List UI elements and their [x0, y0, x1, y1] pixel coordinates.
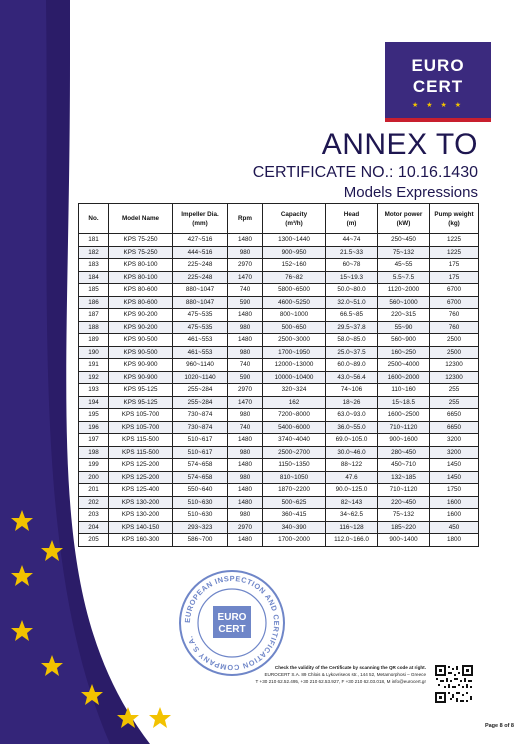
- column-header: Motor power (kW): [378, 204, 430, 234]
- table-cell: 1600~2500: [378, 409, 430, 422]
- table-cell: KPS 90-500: [109, 346, 173, 359]
- eurocert-stamp: [177, 568, 287, 678]
- table-cell: KPS 90-200: [109, 321, 173, 334]
- table-cell: KPS 115-500: [109, 446, 173, 459]
- table-cell: 1480: [228, 534, 263, 547]
- table-cell: KPS 75-250: [109, 246, 173, 259]
- table-cell: 112.0~166.0: [326, 534, 378, 547]
- table-row: [79, 521, 479, 534]
- table-cell: KPS 75-250: [109, 234, 173, 247]
- company-address: EUROCERT S.A. 89 Chlois & Lykovriseos str., 144 52, Metamorphosi – Greece: [264, 672, 426, 677]
- stamp-center2: CERT: [218, 624, 246, 635]
- table-cell: 25.0~37.5: [326, 346, 378, 359]
- table-cell: 225~248: [173, 271, 228, 284]
- table-cell: 1480: [228, 484, 263, 497]
- table-cell: 1700~2000: [263, 534, 326, 547]
- table-cell: 63.0~93.0: [326, 409, 378, 422]
- column-header: Impeller Dia. (mm): [173, 204, 228, 234]
- stamp-ring-text: EUROPEAN INSPECTION AND CERTIFICATION COMPANY S.A.: [182, 573, 282, 673]
- table-cell: 980: [228, 346, 263, 359]
- table-cell: 29.5~37.8: [326, 321, 378, 334]
- table-row: [79, 371, 479, 384]
- table-cell: 255~284: [173, 384, 228, 397]
- table-cell: 3200: [430, 446, 479, 459]
- table-cell: 200: [79, 471, 109, 484]
- table-cell: 730~874: [173, 421, 228, 434]
- models-subtitle: Models Expressions: [343, 184, 478, 201]
- logo-line1: EURO: [411, 56, 465, 75]
- table-cell: 2970: [228, 521, 263, 534]
- table-cell: 199: [79, 459, 109, 472]
- table-cell: 740: [228, 284, 263, 297]
- table-cell: 58.0~85.0: [326, 334, 378, 347]
- table-cell: 574~658: [173, 459, 228, 472]
- column-header: Pump weight (kg): [430, 204, 479, 234]
- table-cell: 1020~1140: [173, 371, 228, 384]
- table-cell: KPS 90-900: [109, 359, 173, 372]
- table-cell: 475~535: [173, 321, 228, 334]
- table-row: [79, 246, 479, 259]
- table-cell: 2500~3000: [263, 334, 326, 347]
- table-cell: 76~82: [263, 271, 326, 284]
- table-cell: 280~450: [378, 446, 430, 459]
- table-cell: KPS 80-100: [109, 259, 173, 272]
- table-cell: 1480: [228, 234, 263, 247]
- table-cell: KPS 105-700: [109, 409, 173, 422]
- table-cell: 160~250: [378, 346, 430, 359]
- table-cell: 191: [79, 359, 109, 372]
- table-row: [79, 346, 479, 359]
- table-cell: 15~19.3: [326, 271, 378, 284]
- table-cell: 293~323: [173, 521, 228, 534]
- table-row: [79, 271, 479, 284]
- table-cell: 510~617: [173, 434, 228, 447]
- table-cell: KPS 90-500: [109, 334, 173, 347]
- table-cell: 34~62.5: [326, 509, 378, 522]
- table-row: [79, 459, 479, 472]
- table-cell: 444~516: [173, 246, 228, 259]
- table-cell: 132~185: [378, 471, 430, 484]
- table-cell: 1700~1950: [263, 346, 326, 359]
- table-row: [79, 296, 479, 309]
- table-cell: KPS 125-400: [109, 484, 173, 497]
- table-cell: 800~1000: [263, 309, 326, 322]
- table-cell: 500~650: [263, 321, 326, 334]
- certificate-number: CERTIFICATE NO.: 10.16.1430: [252, 164, 478, 181]
- table-cell: 710~1120: [378, 421, 430, 434]
- table-cell: 880~1047: [173, 296, 228, 309]
- table-cell: 2970: [228, 384, 263, 397]
- table-cell: 740: [228, 421, 263, 434]
- table-cell: 960~1140: [173, 359, 228, 372]
- table-cell: 6700: [430, 296, 479, 309]
- table-cell: 18~26: [326, 396, 378, 409]
- table-cell: 740: [228, 359, 263, 372]
- table-row: [79, 384, 479, 397]
- table-cell: 21.5~33: [326, 246, 378, 259]
- table-cell: 1225: [430, 246, 479, 259]
- logo-line2: CERT: [412, 77, 464, 96]
- table-cell: 427~516: [173, 234, 228, 247]
- table-cell: 1470: [228, 271, 263, 284]
- table-cell: 560~1000: [378, 296, 430, 309]
- table-cell: 82~143: [326, 496, 378, 509]
- table-cell: 760: [430, 309, 479, 322]
- table-cell: 1470: [228, 396, 263, 409]
- table-row: [79, 234, 479, 247]
- table-cell: 500~625: [263, 496, 326, 509]
- table-cell: 195: [79, 409, 109, 422]
- table-cell: 12000~13000: [263, 359, 326, 372]
- table-cell: 880~1047: [173, 284, 228, 297]
- table-cell: 194: [79, 396, 109, 409]
- table-cell: KPS 95-125: [109, 396, 173, 409]
- table-cell: 1480: [228, 434, 263, 447]
- table-cell: KPS 90-900: [109, 371, 173, 384]
- table-cell: 1800: [430, 534, 479, 547]
- table-cell: 204: [79, 521, 109, 534]
- company-contacts: T +30 210 62.52.495, +30 210 62.53.927, F +30 210 62.03.018, M info@eurocert.gr: [255, 679, 426, 684]
- column-header: Capacity (m³/h): [263, 204, 326, 234]
- table-cell: 2500: [430, 346, 479, 359]
- table-cell: 185: [79, 284, 109, 297]
- column-header: Head (m): [326, 204, 378, 234]
- table-cell: 2970: [228, 259, 263, 272]
- table-cell: 10000~10400: [263, 371, 326, 384]
- table-cell: KPS 115-500: [109, 434, 173, 447]
- table-cell: 45~55: [378, 259, 430, 272]
- table-cell: KPS 130-200: [109, 509, 173, 522]
- table-cell: 255: [430, 396, 479, 409]
- table-cell: 12300: [430, 371, 479, 384]
- table-row: [79, 396, 479, 409]
- table-cell: KPS 80-600: [109, 284, 173, 297]
- table-cell: 6700: [430, 284, 479, 297]
- table-cell: 110~160: [378, 384, 430, 397]
- table-cell: 980: [228, 509, 263, 522]
- table-cell: KPS 80-600: [109, 296, 173, 309]
- table-cell: 574~658: [173, 471, 228, 484]
- table-cell: 220~450: [378, 496, 430, 509]
- table-cell: 75~132: [378, 246, 430, 259]
- table-cell: KPS 80-100: [109, 271, 173, 284]
- table-cell: 15~18.5: [378, 396, 430, 409]
- table-cell: 590: [228, 296, 263, 309]
- table-cell: 201: [79, 484, 109, 497]
- table-cell: 3200: [430, 434, 479, 447]
- table-cell: 900~1600: [378, 434, 430, 447]
- table-cell: 900~1400: [378, 534, 430, 547]
- table-cell: 192: [79, 371, 109, 384]
- page-number: Page 8 of 8: [484, 723, 514, 729]
- table-cell: 320~324: [263, 384, 326, 397]
- table-cell: 980: [228, 321, 263, 334]
- table-cell: KPS 125-200: [109, 471, 173, 484]
- table-cell: 340~390: [263, 521, 326, 534]
- table-cell: 44~74: [326, 234, 378, 247]
- table-cell: 90.0~125.0: [326, 484, 378, 497]
- table-cell: 1600~2000: [378, 371, 430, 384]
- table-cell: 60~78: [326, 259, 378, 272]
- table-cell: 1120~2000: [378, 284, 430, 297]
- table-cell: 184: [79, 271, 109, 284]
- table-row: [79, 534, 479, 547]
- table-cell: 162: [263, 396, 326, 409]
- table-row: [79, 321, 479, 334]
- table-cell: 255: [430, 384, 479, 397]
- column-header: Model Name: [109, 204, 173, 234]
- table-cell: 560~900: [378, 334, 430, 347]
- table-cell: 75~132: [378, 509, 430, 522]
- table-cell: 1480: [228, 459, 263, 472]
- column-header: Rpm: [228, 204, 263, 234]
- table-cell: KPS 160-300: [109, 534, 173, 547]
- table-cell: 590: [228, 371, 263, 384]
- table-cell: 586~700: [173, 534, 228, 547]
- table-cell: KPS 125-200: [109, 459, 173, 472]
- table-cell: KPS 130-200: [109, 496, 173, 509]
- table-cell: KPS 90-200: [109, 309, 173, 322]
- table-cell: 12300: [430, 359, 479, 372]
- table-row: [79, 471, 479, 484]
- table-cell: 32.0~51.0: [326, 296, 378, 309]
- table-cell: 175: [430, 271, 479, 284]
- table-cell: 116~128: [326, 521, 378, 534]
- table-cell: KPS 140-150: [109, 521, 173, 534]
- table-cell: 4600~5250: [263, 296, 326, 309]
- table-cell: 510~617: [173, 446, 228, 459]
- table-cell: 181: [79, 234, 109, 247]
- table-cell: 2500: [430, 334, 479, 347]
- table-cell: 203: [79, 509, 109, 522]
- table-cell: 450: [430, 521, 479, 534]
- table-cell: 6650: [430, 421, 479, 434]
- table-cell: 1450: [430, 471, 479, 484]
- table-row: [79, 409, 479, 422]
- annex-title: ANNEX TO: [321, 128, 478, 161]
- table-cell: 510~630: [173, 496, 228, 509]
- table-cell: 461~553: [173, 334, 228, 347]
- table-row: [79, 496, 479, 509]
- star-icon: [149, 707, 171, 728]
- table-cell: 550~640: [173, 484, 228, 497]
- eurocert-logo: [385, 42, 491, 122]
- table-cell: 1600: [430, 509, 479, 522]
- table-cell: 66.5~85: [326, 309, 378, 322]
- table-cell: 1450: [430, 459, 479, 472]
- table-cell: 1600: [430, 496, 479, 509]
- table-row: [79, 446, 479, 459]
- table-cell: 1150~1350: [263, 459, 326, 472]
- table-row: [79, 359, 479, 372]
- stamp-center1: EURO: [217, 612, 247, 623]
- table-cell: 2500~2700: [263, 446, 326, 459]
- table-cell: 980: [228, 246, 263, 259]
- table-header-row: [79, 204, 479, 234]
- table-cell: 730~874: [173, 409, 228, 422]
- table-cell: 182: [79, 246, 109, 259]
- table-cell: 710~1120: [378, 484, 430, 497]
- table-cell: 225~248: [173, 259, 228, 272]
- table-cell: 198: [79, 446, 109, 459]
- logo-stars-icon: ★ ★ ★ ★: [412, 102, 464, 109]
- table-cell: 36.0~55.0: [326, 421, 378, 434]
- table-cell: 255~284: [173, 396, 228, 409]
- table-body: [79, 234, 479, 547]
- table-cell: KPS 105-700: [109, 421, 173, 434]
- table-row: [79, 334, 479, 347]
- table-cell: 5400~6000: [263, 421, 326, 434]
- table-cell: 900~950: [263, 246, 326, 259]
- table-cell: 360~415: [263, 509, 326, 522]
- table-cell: 197: [79, 434, 109, 447]
- table-cell: 980: [228, 471, 263, 484]
- table-cell: 50.0~80.0: [326, 284, 378, 297]
- table-cell: 5800~6500: [263, 284, 326, 297]
- table-cell: 30.0~46.0: [326, 446, 378, 459]
- table-cell: 55~90: [378, 321, 430, 334]
- table-cell: 1480: [228, 309, 263, 322]
- table-cell: 810~1050: [263, 471, 326, 484]
- table-cell: 186: [79, 296, 109, 309]
- table-cell: 202: [79, 496, 109, 509]
- table-cell: 461~553: [173, 346, 228, 359]
- table-cell: 1225: [430, 234, 479, 247]
- table-cell: 220~315: [378, 309, 430, 322]
- table-row: [79, 484, 479, 497]
- verify-note: Check the validity of the Certificate by scanning the QR code at right.: [274, 665, 426, 670]
- table-cell: 47.6: [326, 471, 378, 484]
- table-cell: 189: [79, 334, 109, 347]
- table-cell: 175: [430, 259, 479, 272]
- table-cell: 196: [79, 421, 109, 434]
- table-cell: 69.0~105.0: [326, 434, 378, 447]
- table-cell: 188: [79, 321, 109, 334]
- table-cell: 183: [79, 259, 109, 272]
- table-cell: 2500~4000: [378, 359, 430, 372]
- table-row: [79, 309, 479, 322]
- table-cell: 6650: [430, 409, 479, 422]
- table-cell: 60.0~89.0: [326, 359, 378, 372]
- models-table: [78, 203, 479, 547]
- table-cell: 450~710: [378, 459, 430, 472]
- table-cell: 510~630: [173, 509, 228, 522]
- table-cell: 980: [228, 409, 263, 422]
- table-cell: 3740~4040: [263, 434, 326, 447]
- table-cell: 760: [430, 321, 479, 334]
- table-row: [79, 259, 479, 272]
- table-cell: 185~220: [378, 521, 430, 534]
- table-cell: 475~535: [173, 309, 228, 322]
- table-cell: 193: [79, 384, 109, 397]
- table-cell: 187: [79, 309, 109, 322]
- table-cell: 5.5~7.5: [378, 271, 430, 284]
- table-row: [79, 509, 479, 522]
- table-cell: 980: [228, 446, 263, 459]
- table-cell: 1750: [430, 484, 479, 497]
- table-cell: 205: [79, 534, 109, 547]
- table-cell: 1480: [228, 496, 263, 509]
- table-row: [79, 434, 479, 447]
- table-cell: 1870~2200: [263, 484, 326, 497]
- table-row: [79, 421, 479, 434]
- table-cell: 1300~1440: [263, 234, 326, 247]
- table-cell: 43.0~56.4: [326, 371, 378, 384]
- qr-code-icon[interactable]: [434, 664, 474, 704]
- table-cell: 152~160: [263, 259, 326, 272]
- table-row: [79, 284, 479, 297]
- table-cell: 1480: [228, 334, 263, 347]
- column-header: No.: [79, 204, 109, 234]
- table-cell: 250~450: [378, 234, 430, 247]
- table-cell: 74~106: [326, 384, 378, 397]
- table-cell: 7200~8000: [263, 409, 326, 422]
- table-cell: KPS 95-125: [109, 384, 173, 397]
- table-cell: 88~122: [326, 459, 378, 472]
- table-cell: 190: [79, 346, 109, 359]
- footer-text: [126, 664, 426, 685]
